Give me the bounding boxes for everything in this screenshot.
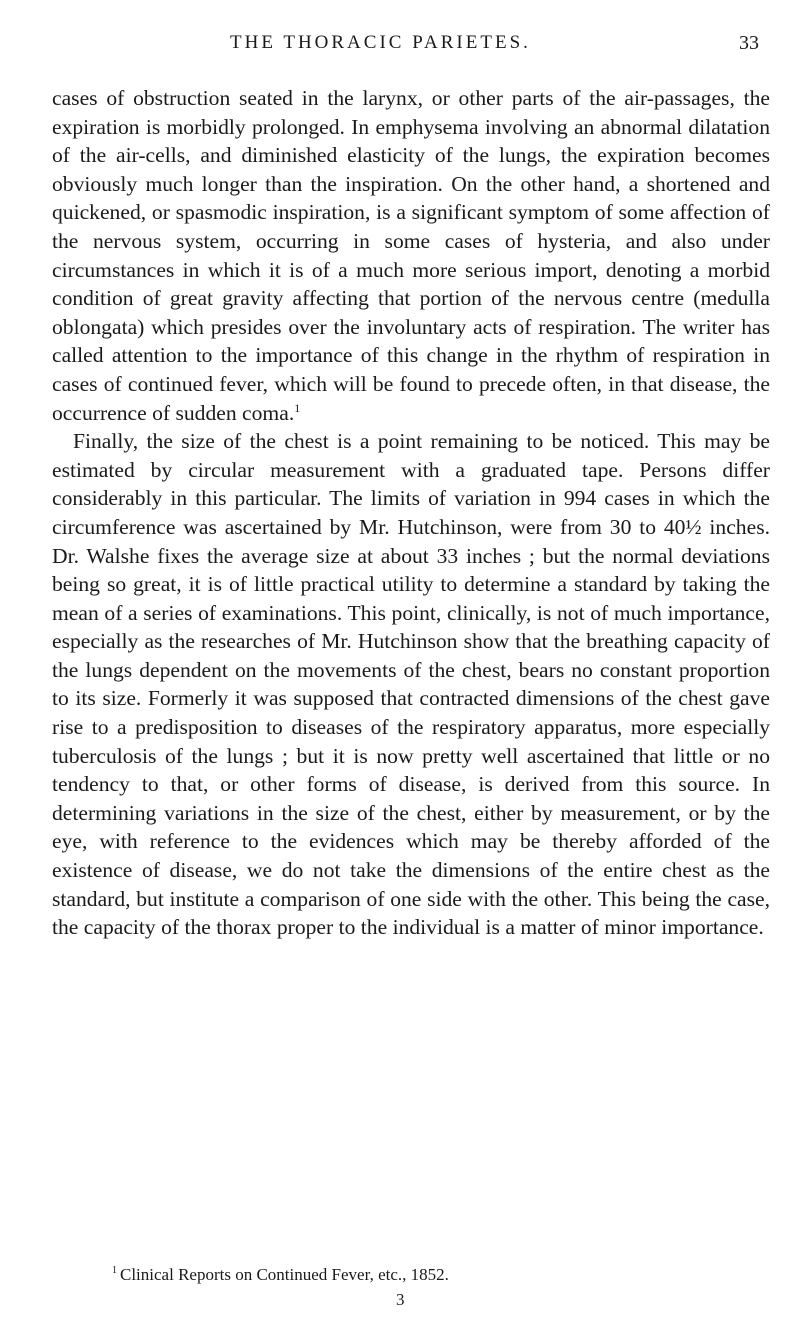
signature-mark: 3 — [396, 1290, 405, 1309]
page-number: 33 — [739, 32, 759, 54]
paragraph-continued — [52, 84, 770, 427]
footnote-marker: 1 — [112, 1265, 117, 1277]
footnote-reference: 1 — [294, 400, 301, 415]
footnote-text: Clinical Reports on Continued Fever, etc., 1852. — [120, 1265, 449, 1284]
running-title: THE THORACIC PARIETES. — [230, 32, 531, 53]
running-head — [0, 32, 800, 62]
footnote — [112, 1265, 449, 1285]
body-text — [52, 84, 770, 942]
paragraph-1-text: cases of obstruction seated in the larynx, or other parts of the air-passages, the expiration is morbidly prolonged. In emphysema involving an abnormal dilatation of the air-cells, and diminished elasticity of the lungs, the expiration becomes obviously much longer than the inspiration. On the other hand, a shortened and quickened, or spasmodic inspiration, is a significant symptom of some affection of the nervous system, occurring in some cases of hysteria, and also under circumstances in which it is of a much more serious import, denoting a morbid condition of great gravity affecting that portion of the nervous centre (medulla oblongata) which presides over the involuntary acts of respiration. The writer has called attention to the importance of this change in the rhythm of respiration in cases of continued fever, which will be found to precede often, in that disease, the occurrence of sudden coma. — [52, 86, 770, 425]
paragraph-chest-size: Finally, the size of the chest is a point remaining to be noticed. This may be estimated by circular measurement with a graduated tape. Persons differ considerably in this particular. The limits of variation in 994 cases in which the circumference was ascertained by Mr. Hutchinson, were from 30 to 40½ inches. Dr. Walshe fixes the average size at about 33 inches ; but the normal deviations being so great, it is of little practical utility to determine a standard by taking the mean of a series of examinations. This point, clinically, is not of much importance, especially as the researches of Mr. Hutchinson show that the breathing capacity of the lungs dependent on the movements of the chest, bears no constant proportion to its size. Formerly it was supposed that contracted dimensions of the chest gave rise to a predisposition to diseases of the respiratory apparatus, more especially tuberculosis of the lungs ; but it is now pretty well ascertained that little or no tendency to that, or other forms of disease, is derived from this source. In determining variations in the size of the chest, either by measurement, or by the eye, with reference to the evidences which may be thereby afforded of the existence of disease, we do not take the dimensions of the entire chest as the standard, but institute a comparison of one side with the other. This being the case, the capacity of the thorax proper to the individual is a matter of minor importance. — [52, 429, 770, 940]
